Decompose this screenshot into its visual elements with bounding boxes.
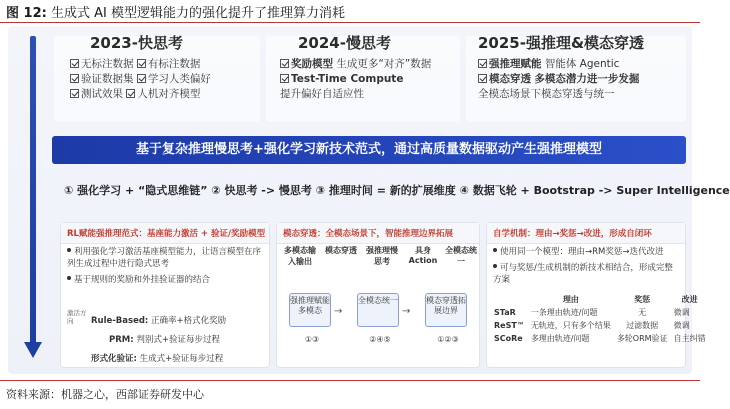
checkbox-icon <box>70 89 79 98</box>
checkbox-icon <box>70 59 79 68</box>
panel-header: 模态穿透：全模态场景下，智能推理边界拓展 <box>277 223 479 244</box>
table-row: SCoRe 多理由轨迹/问题 多轮ORM验证 自主纠错 <box>494 334 706 343</box>
era-2025: 2025-强推理&模态穿透 强推理赋能 智能体 Agentic 模态穿透 多模态潜力进一步发掘 全模态场景下模态穿透与统一 <box>478 34 645 100</box>
checkbox-icon <box>478 59 487 68</box>
slide-image <box>8 26 730 374</box>
bottom-divider <box>0 380 700 381</box>
panel-header: RL赋能强推理范式：基座能力激活 + 验证/奖励模型 <box>61 223 269 244</box>
flow-steps: ① 强化学习 + “隐式思维链” ② 快思考 -> 慢思考 ③ 推理时间 = 新的扩展维度 ④ 数据飞轮 + Bootstrap -> Super Intelligence <box>64 184 730 197</box>
flow-box: 模态穿透拓展边界 <box>425 293 467 327</box>
panel-self-learning: 自学机制：理由→奖惩→改进，形成自闭环 使用同一个模型：理由→RM奖惩→迭代改进 可与奖惩/生成机制的新技术相结合，形成完整方案 理由 奖惩 改进 STaR 一条理由轨迹/问题 无 微调 ReST™ 无轨迹，只有多个结果 过滤数据 微调 SCoRe 多理由轨迹/问题 多轮ORM验证 自主纠错 <box>486 222 686 368</box>
figure-label: 图 12: <box>6 6 47 21</box>
arrow-right-icon: → <box>402 306 411 317</box>
panel-header: 自学机制：理由→奖惩→改进，形成自闭环 <box>487 223 685 244</box>
checkbox-icon <box>126 89 135 98</box>
era-title: 2023-快思考 <box>90 34 183 52</box>
checkbox-icon <box>478 74 487 83</box>
checkbox-icon <box>137 74 146 83</box>
flow-box: 全模态统一 <box>357 293 399 327</box>
flow-box: 强推理赋能多模态 <box>289 293 331 327</box>
method-table: 理由 奖惩 改进 STaR 一条理由轨迹/问题 无 微调 ReST™ 无轨迹，只有多个结果 过滤数据 微调 SCoRe 多理由轨迹/问题 多轮ORM验证 自主纠错 <box>491 293 709 345</box>
era-extra: 全模态场景下模态穿透与统一 <box>478 88 615 100</box>
checkbox-icon <box>137 59 146 68</box>
era-2023: 2023-快思考 无标注数据 有标注数据 验证数据集 学习人类偏好 测试效果 人机对齐模型 <box>70 32 211 102</box>
mode-column: 强推理慢思考 <box>366 246 398 266</box>
mode-column: 具身Action <box>408 246 438 265</box>
era-title: 2025-强推理&模态穿透 <box>478 34 645 52</box>
figure-caption: 生成式 AI 模型逻辑能力的强化提升了推理算力消耗 <box>50 6 345 21</box>
panel-rl: RL赋能强推理范式：基座能力激活 + 验证/奖励模型 利用强化学习激活基座模型能力，让语言模型在序列生成过程中进行隐式思考 基于规则的奖励和外挂验证器的结合 激活方向 Rule-Based: 正确率+格式化奖励 PRM: 判别式+验证每步过程 形式化验证: 生成式+验证每步过程 <box>60 222 270 368</box>
mode-column: 模态穿透 <box>325 246 357 255</box>
era-2024: 2024-慢思考 奖励模型 生成更多“对齐”数据 Test-Time Compute 提升偏好自适应性 <box>280 34 432 100</box>
table-row: STaR 一条理由轨迹/问题 无 微调 <box>494 308 690 317</box>
paradigm-banner: 基于复杂推理慢思考+强化学习新技术范式，通过高质量数据驱动产生强推理模型 <box>52 136 686 164</box>
era-title: 2024-慢思考 <box>298 34 391 52</box>
timeline-arrow <box>24 36 42 366</box>
figure-title <box>6 2 345 21</box>
checkbox-icon <box>280 59 289 68</box>
mode-column: 全模态统一 <box>445 246 477 266</box>
era-extra: 提升偏好自适应性 <box>280 88 364 100</box>
panel-tag: 激活方向 <box>67 309 87 325</box>
top-divider <box>0 22 700 23</box>
source-note: 资料来源：机器之心，西部证券研发中心 <box>6 388 204 401</box>
table-row: ReST™ 无轨迹，只有多个结果 过滤数据 微调 <box>494 321 690 330</box>
checkbox-icon <box>70 74 79 83</box>
mode-column: 多模态输入输出 <box>284 246 316 266</box>
checkbox-icon <box>280 74 289 83</box>
panel-modal: 模态穿透：全模态场景下，智能推理边界拓展 多模态输入输出 模态穿透 强推理慢思考 具身Action 全模态统一 强推理赋能多模态 全模态统一 模态穿透拓展边界 → → ①③ ②④⑤ ①②③ <box>276 222 480 368</box>
arrow-right-icon: → <box>334 306 343 317</box>
